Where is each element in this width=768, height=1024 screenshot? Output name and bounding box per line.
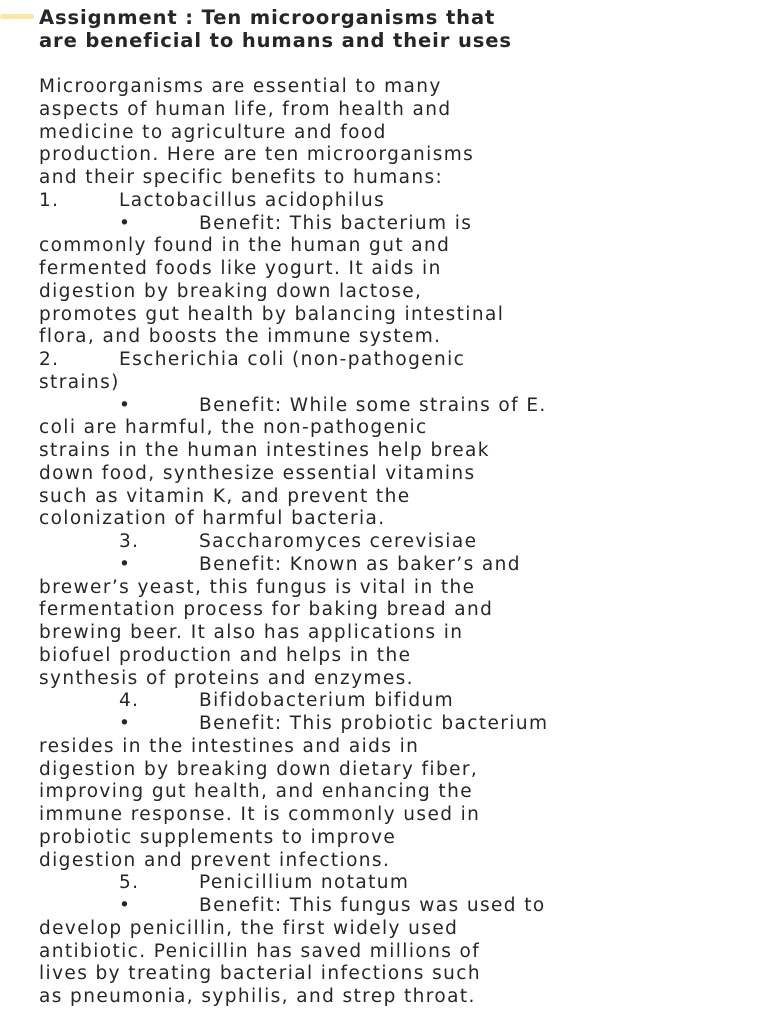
benefit-text: Benefit: While some strains of E.: [199, 394, 547, 416]
list-item: [39, 349, 751, 531]
benefit-text-line: immune response. It is commonly used in: [39, 804, 481, 825]
benefit-text-line: as pneumonia, syphilis, and strep throat.: [39, 986, 476, 1007]
benefit-text-line: brewer’s yeast, this fungus is vital in the: [39, 576, 476, 598]
microorganism-name: Penicillium notatum: [199, 872, 410, 894]
list-item: [39, 690, 751, 872]
benefit-text-line: fermented foods like yogurt. It aids in: [39, 258, 442, 279]
microorganism-name: Lactobacillus acidophilus: [119, 189, 386, 211]
benefit-text-line: antibiotic. Penicillin has saved millions of: [39, 940, 481, 962]
benefit-text-line: develop penicillin, the first widely used: [39, 917, 459, 939]
benefit-text-line: improving gut health, and enhancing the: [39, 781, 473, 803]
benefit-text-line: digestion by breaking down dietary fiber,: [39, 758, 479, 780]
bullet-icon: •: [119, 394, 132, 416]
benefit-bullet-line: [39, 554, 751, 577]
text-highlight-marker: [0, 14, 34, 19]
benefit-text-line: colonization of harmful bacteria.: [39, 508, 386, 530]
intro-line: production. Here are ten microorganisms: [39, 144, 475, 166]
bullet-icon: •: [119, 212, 132, 234]
list-item: [39, 531, 751, 690]
intro-line: medicine to agriculture and food: [39, 121, 387, 143]
list-item-heading: [39, 531, 751, 554]
microorganism-name: Saccharomyces cerevisiae: [199, 531, 478, 552]
benefit-text-line: fermentation process for baking bread and: [39, 599, 494, 621]
benefit-text-line: such as vitamin K, and prevent the: [39, 485, 411, 507]
benefit-text-line: biofuel production and helps in the: [39, 644, 412, 666]
title-line: Assignment : Ten microorganisms that: [39, 6, 496, 29]
benefit-text-line: lives by treating bacterial infections such: [39, 963, 481, 985]
microorganism-name: Bifidobacterium bifidum: [199, 690, 455, 712]
document-page: [39, 6, 751, 1009]
benefit-text: Benefit: Known as baker’s and: [199, 553, 521, 575]
benefit-text-line: synthesis of proteins and enzymes.: [39, 667, 414, 689]
microorganism-name: Escherichia coli (non-pathogenic: [119, 349, 466, 370]
benefit-text-line: strains in the human intestines help break: [39, 440, 490, 461]
bullet-icon: •: [119, 553, 132, 575]
list-item-heading: [39, 872, 751, 895]
benefit-bullet-line: [39, 895, 751, 918]
benefit-text: Benefit: This probiotic bacterium: [199, 713, 549, 734]
benefit-text-line: brewing beer. It also has applications in: [39, 622, 464, 643]
benefit-bullet-line: [39, 213, 751, 236]
benefit-text-line: resides in the intestines and aids in: [39, 735, 420, 757]
benefit-text-line: down food, synthesize essential vitamins: [39, 462, 476, 484]
benefit-text-line: probiotic supplements to improve: [39, 826, 397, 848]
list-item-number: 3.: [119, 531, 140, 552]
benefit-text-line: flora, and boosts the immune system.: [39, 326, 442, 348]
benefit-text-line: digestion by breaking down lactose,: [39, 280, 423, 302]
list-item-number: 5.: [119, 872, 140, 894]
intro-paragraph: [39, 76, 751, 190]
list-item-number: 2.: [39, 349, 60, 370]
benefit-text-line: digestion and prevent infections.: [39, 849, 391, 871]
benefit-bullet-line: [39, 713, 751, 736]
intro-line: aspects of human life, from health and: [39, 98, 452, 120]
list-item-number: 1.: [39, 189, 60, 211]
intro-line: and their specific benefits to humans:: [39, 167, 444, 188]
list-item-number: 4.: [119, 690, 140, 712]
benefit-bullet-line: [39, 395, 751, 418]
list-item-heading: [39, 349, 751, 372]
benefit-text-line: commonly found in the human gut and: [39, 235, 451, 257]
title-line: are beneficial to humans and their uses: [39, 29, 512, 52]
microorganism-name-continued: strains): [39, 371, 120, 393]
benefit-text-line: coli are harmful, the non-pathogenic: [39, 417, 428, 439]
list-item: [39, 872, 751, 1009]
bullet-icon: •: [119, 895, 132, 916]
microorganism-list: [39, 190, 751, 1009]
benefit-text: Benefit: This bacterium is: [199, 212, 473, 234]
benefit-text: Benefit: This fungus was used to: [199, 895, 546, 916]
list-item-heading: [39, 690, 751, 713]
document-title: [39, 6, 751, 52]
benefit-text-line: promotes gut health by balancing intestinal: [39, 303, 505, 325]
list-item: [39, 190, 751, 349]
intro-line: Microorganisms are essential to many: [39, 76, 442, 97]
bullet-icon: •: [119, 713, 132, 734]
list-item-heading: [39, 190, 751, 213]
